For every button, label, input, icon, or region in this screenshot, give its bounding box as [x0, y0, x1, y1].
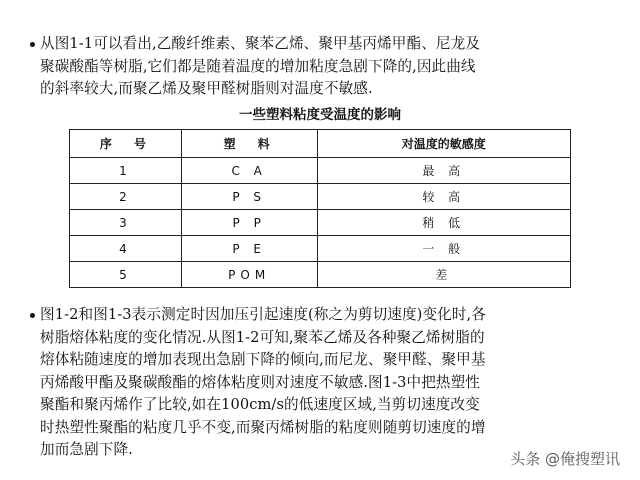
cell-number: 4 — [70, 236, 182, 262]
bullet-paragraph-1 — [40, 33, 620, 101]
column-header-number: 序 号 — [70, 130, 182, 158]
paragraph-2-text — [40, 304, 620, 462]
table-row — [70, 262, 571, 288]
cell-sensitivity: 最 高 — [317, 158, 570, 184]
cell-number: 1 — [70, 158, 182, 184]
cell-plastic: P S — [181, 184, 317, 210]
paragraph-line: 加而急剧下降. — [40, 441, 133, 458]
bullet-point-icon — [30, 42, 35, 47]
paragraph-line: 丙烯酸甲酯及聚碳酸酯的熔体粘度则对速度不敏感.图1-3中把热塑性 — [40, 373, 480, 391]
table-title: 一些塑料粘度受温度的影响 — [239, 107, 401, 123]
table-row — [70, 236, 571, 262]
paragraph-line: 时热塑性聚酯的粘度几乎不变,而聚丙烯树脂的粘度则随剪切速度的增 — [40, 418, 486, 436]
table-row — [70, 184, 571, 210]
paragraph-line: 熔体粘随速度的增加表现出急剧下降的倾向,而尼龙、聚甲醛、聚甲基 — [40, 351, 486, 368]
cell-plastic: POM — [181, 262, 317, 288]
bullet-paragraph-2 — [40, 304, 620, 462]
paragraph-line: 聚碳酸酯等树脂,它们都是随着温度的增加粘度急剧下降的,因此曲线 — [40, 57, 476, 75]
cell-plastic: C A — [181, 158, 317, 184]
cell-sensitivity: 一 般 — [317, 236, 570, 262]
table-row — [70, 158, 571, 184]
cell-sensitivity: 较 高 — [317, 184, 570, 210]
table-header-row — [70, 130, 571, 158]
paragraph-1-text — [40, 33, 620, 101]
cell-number: 3 — [70, 210, 182, 236]
watermark: 头条 @俺搜塑讯 — [510, 450, 620, 468]
column-header-plastic: 塑 料 — [181, 130, 317, 158]
paragraph-line: 的斜率较大,而聚乙烯及聚甲醛树脂则对温度不敏感. — [40, 80, 373, 97]
paragraph-line: 聚酯和聚丙烯作了比较,如在100cm/s的低速度区域,当剪切速度改变 — [40, 396, 480, 413]
paragraph-line: 从图1-1可以看出,乙酸纤维素、聚苯乙烯、聚甲基丙烯甲酯、尼龙及 — [40, 35, 480, 52]
cell-number: 5 — [70, 262, 182, 288]
plastic-viscosity-table — [69, 129, 571, 288]
table-row — [70, 210, 571, 236]
paragraph-line: 图1-2和图1-3表示测定时因加压引起速度(称之为剪切速度)变化时,各 — [40, 306, 486, 323]
column-header-sensitivity: 对温度的敏感度 — [317, 130, 570, 158]
paragraph-line: 树脂熔体粘度的变化情况.从图1-2可知,聚苯乙烯及各种聚乙烯树脂的 — [40, 328, 485, 346]
cell-sensitivity: 稍 低 — [317, 210, 570, 236]
cell-plastic: P E — [181, 236, 317, 262]
cell-plastic: P P — [181, 210, 317, 236]
cell-sensitivity: 差 — [317, 262, 570, 288]
bullet-point-icon — [30, 313, 35, 318]
cell-number: 2 — [70, 184, 182, 210]
